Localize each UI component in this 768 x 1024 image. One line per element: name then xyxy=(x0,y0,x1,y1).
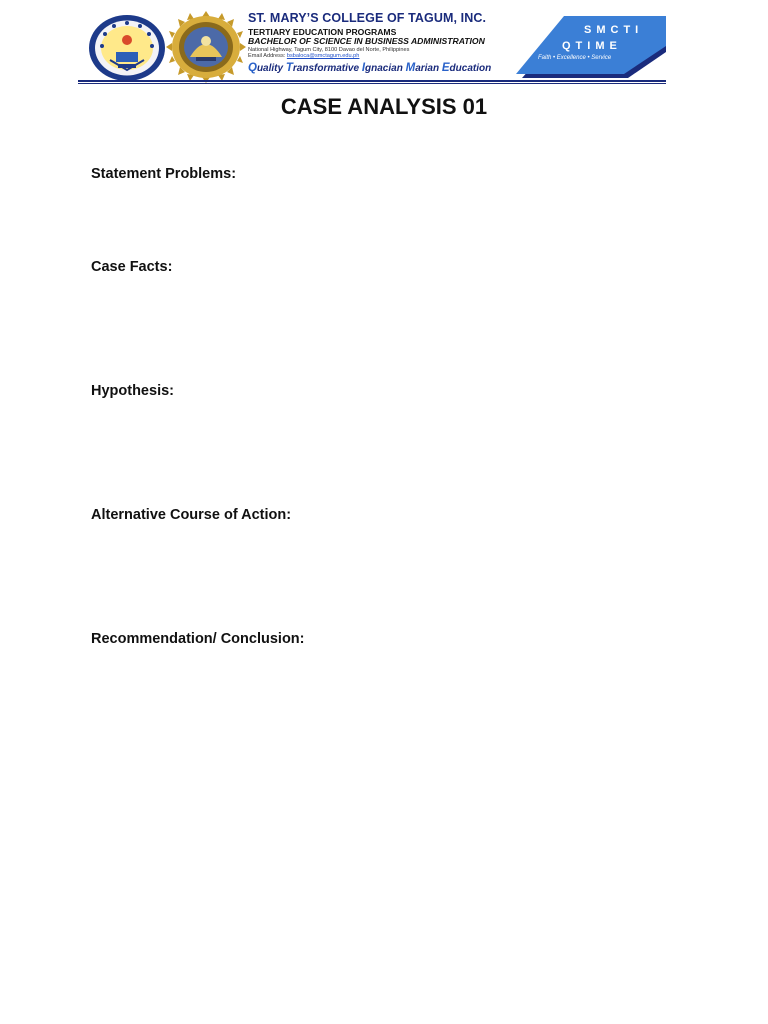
tagline-marian: arian xyxy=(415,62,442,74)
college-name: ST. MARY’S COLLEGE OF TAGUM, INC. xyxy=(248,11,487,25)
tagline-quality: uality xyxy=(256,62,286,74)
tagline-transformative: ransformative xyxy=(292,62,362,74)
tagline-e: E xyxy=(441,61,450,74)
email-label: Email Address: xyxy=(248,53,286,60)
heading-statement-problems: Statement Problems: xyxy=(91,166,237,182)
heading-recommendation-conclusion: Recommendation/ Conclusion: xyxy=(91,631,305,647)
email-line xyxy=(248,54,548,60)
tagline-education: ducation xyxy=(449,62,492,74)
header-rule-thick xyxy=(78,80,666,82)
letterhead xyxy=(78,10,666,86)
tagline xyxy=(248,63,548,75)
email-link[interactable]: bsbaloca@smctagum.edu.ph xyxy=(286,53,360,60)
address-line: National Highway, Tagum City, 8100 Davao del Norte, Philippines xyxy=(248,46,410,53)
tagline-m: M xyxy=(405,61,416,74)
programs-line: TERTIARY EDUCATION PROGRAMS xyxy=(248,26,397,37)
heading-hypothesis: Hypothesis: xyxy=(91,383,174,399)
tagline-i: I xyxy=(361,61,366,74)
college-gear-seal-icon xyxy=(166,11,246,83)
banner-motto: Faith • Excellence • Service xyxy=(538,55,612,61)
banner-line-2: QTIME xyxy=(562,40,622,52)
header-rule-thin xyxy=(78,83,666,84)
college-seal-icon xyxy=(88,14,166,82)
smcti-qtime-banner xyxy=(512,14,666,78)
tagline-q: Q xyxy=(248,61,257,74)
heading-case-facts: Case Facts: xyxy=(91,259,173,275)
degree-line: BACHELOR OF SCIENCE IN BUSINESS ADMINISTRATION xyxy=(248,36,485,47)
heading-alternative-course-of-action: Alternative Course of Action: xyxy=(91,507,292,523)
tagline-t: T xyxy=(285,61,293,74)
tagline-ignacian: gnacian xyxy=(365,62,406,74)
letterhead-text xyxy=(248,12,548,74)
document-title: CASE ANALYSIS 01 xyxy=(280,94,488,119)
banner-line-1: SMCTI xyxy=(584,24,644,36)
